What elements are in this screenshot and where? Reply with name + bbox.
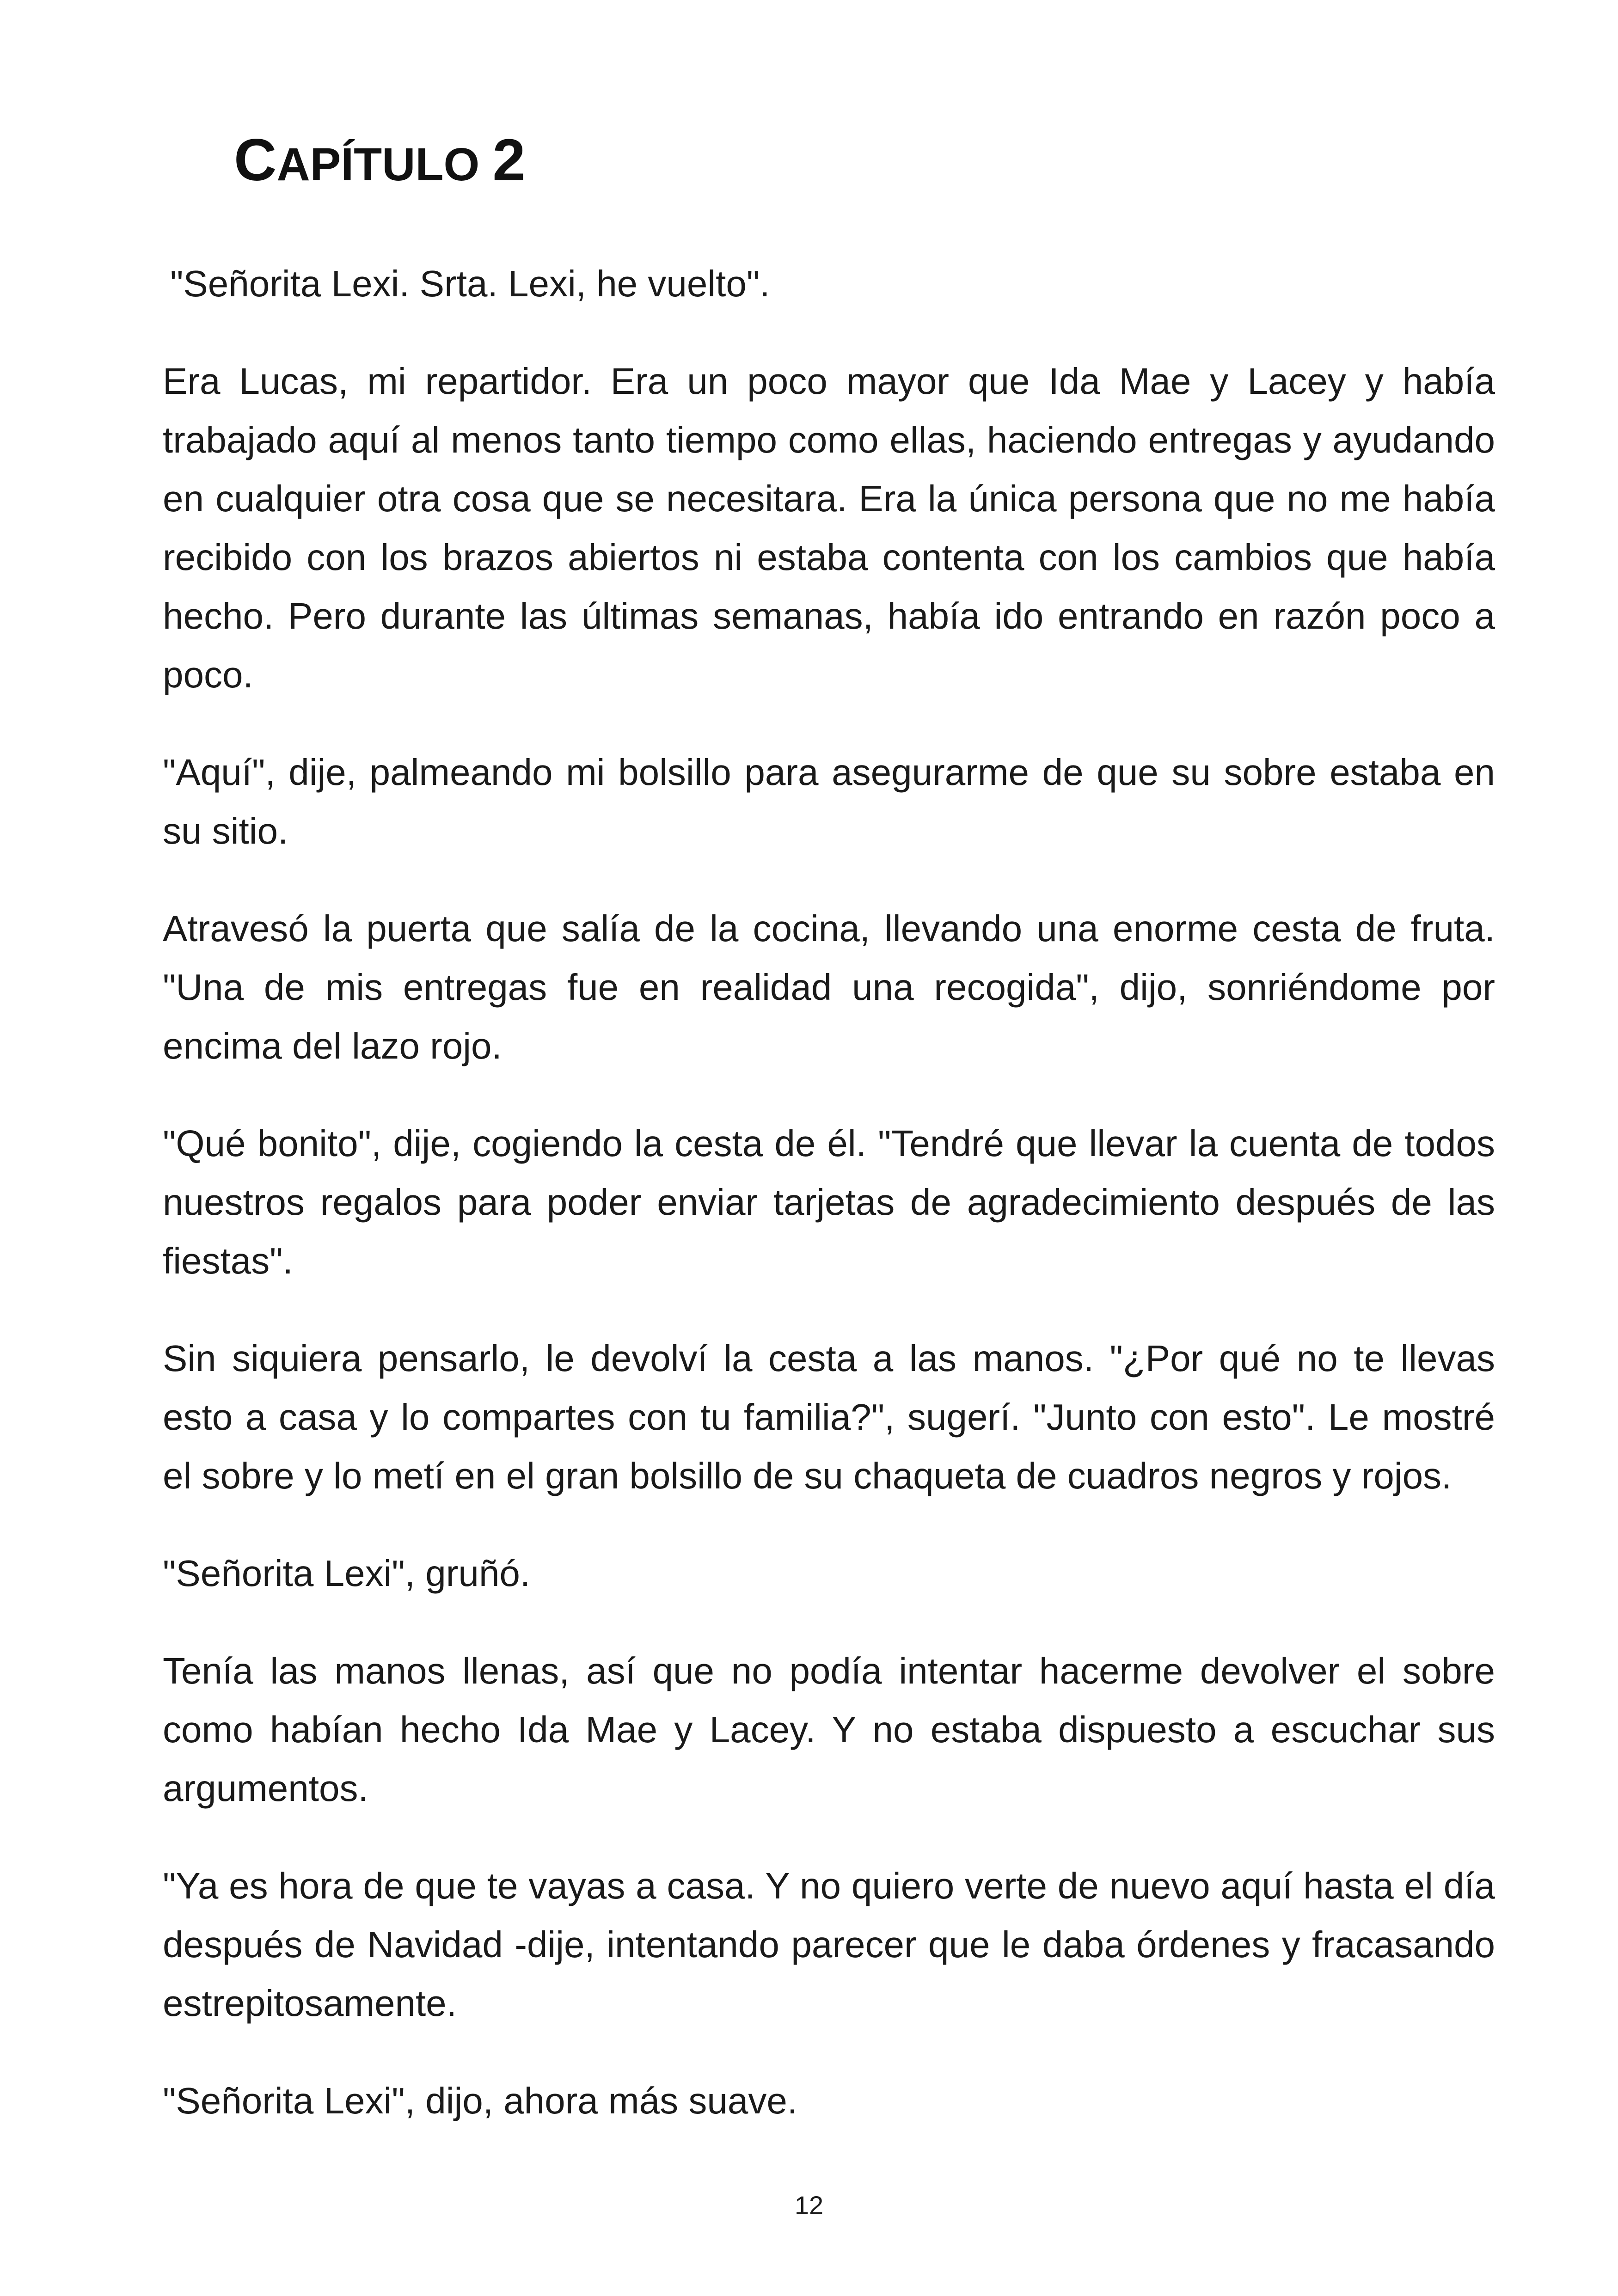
paragraph: "Ya es hora de que te vayas a casa. Y no quiero verte de nuevo aquí hasta el día después de Navidad -dije, intentando parecer que le daba órdenes y fracasando estrepitosamente. xyxy=(163,1865,1495,2024)
paragraph: Era Lucas, mi repartidor. Era un poco mayor que Ida Mae y Lacey y había trabajado aquí al menos tanto tiempo como ellas, haciendo entregas y ayudando en cualquier otra cosa que se necesitara. Era la única persona que no me había recibido con los brazos abiertos ni estaba contenta con los cambios que había hecho. Pero durante las últimas semanas, había ido entrando en razón poco a poco. xyxy=(163,361,1495,695)
page-number: 12 xyxy=(794,2191,824,2220)
paragraph: "Aquí", dije, palmeando mi bolsillo para asegurarme de que su sobre estaba en su sitio. xyxy=(163,752,1495,851)
paragraph: Tenía las manos llenas, así que no podía intentar hacerme devolver el sobre como habían hecho Ida Mae y Lacey. Y no estaba dispuesto a escuchar sus argumentos. xyxy=(163,1650,1495,1809)
chapter-title xyxy=(234,126,526,199)
paragraph: "Señorita Lexi", gruñó. xyxy=(163,1553,531,1594)
paragraph: "Qué bonito", dije, cogiendo la cesta de él. "Tendré que llevar la cuenta de todos nuestros regalos para poder enviar tarjetas de agradecimiento después de las fiestas". xyxy=(163,1123,1495,1281)
chapter-title-initial: C xyxy=(234,127,277,193)
chapter-number: 2 xyxy=(492,127,526,193)
paragraph: "Señorita Lexi. Srta. Lexi, he vuelto". xyxy=(170,263,770,304)
paragraph: "Señorita Lexi", dijo, ahora más suave. xyxy=(163,2080,798,2121)
paragraph: Sin siquiera pensarlo, le devolví la cesta a las manos. "¿Por qué no te llevas esto a casa y lo compartes con tu familia?", sugerí. "Junto con esto". Le mostré el sobre y lo metí en el gran bolsillo de su chaqueta de cuadros negros y rojos. xyxy=(163,1338,1495,1496)
chapter-body xyxy=(163,254,1495,2169)
paragraph: Atravesó la puerta que salía de la cocina, llevando una enorme cesta de fruta. "Una de mis entregas fue en realidad una recogida", dijo, sonriéndome por encima del lazo rojo. xyxy=(163,908,1495,1066)
chapter-title-rest: APÍTULO xyxy=(276,139,480,190)
